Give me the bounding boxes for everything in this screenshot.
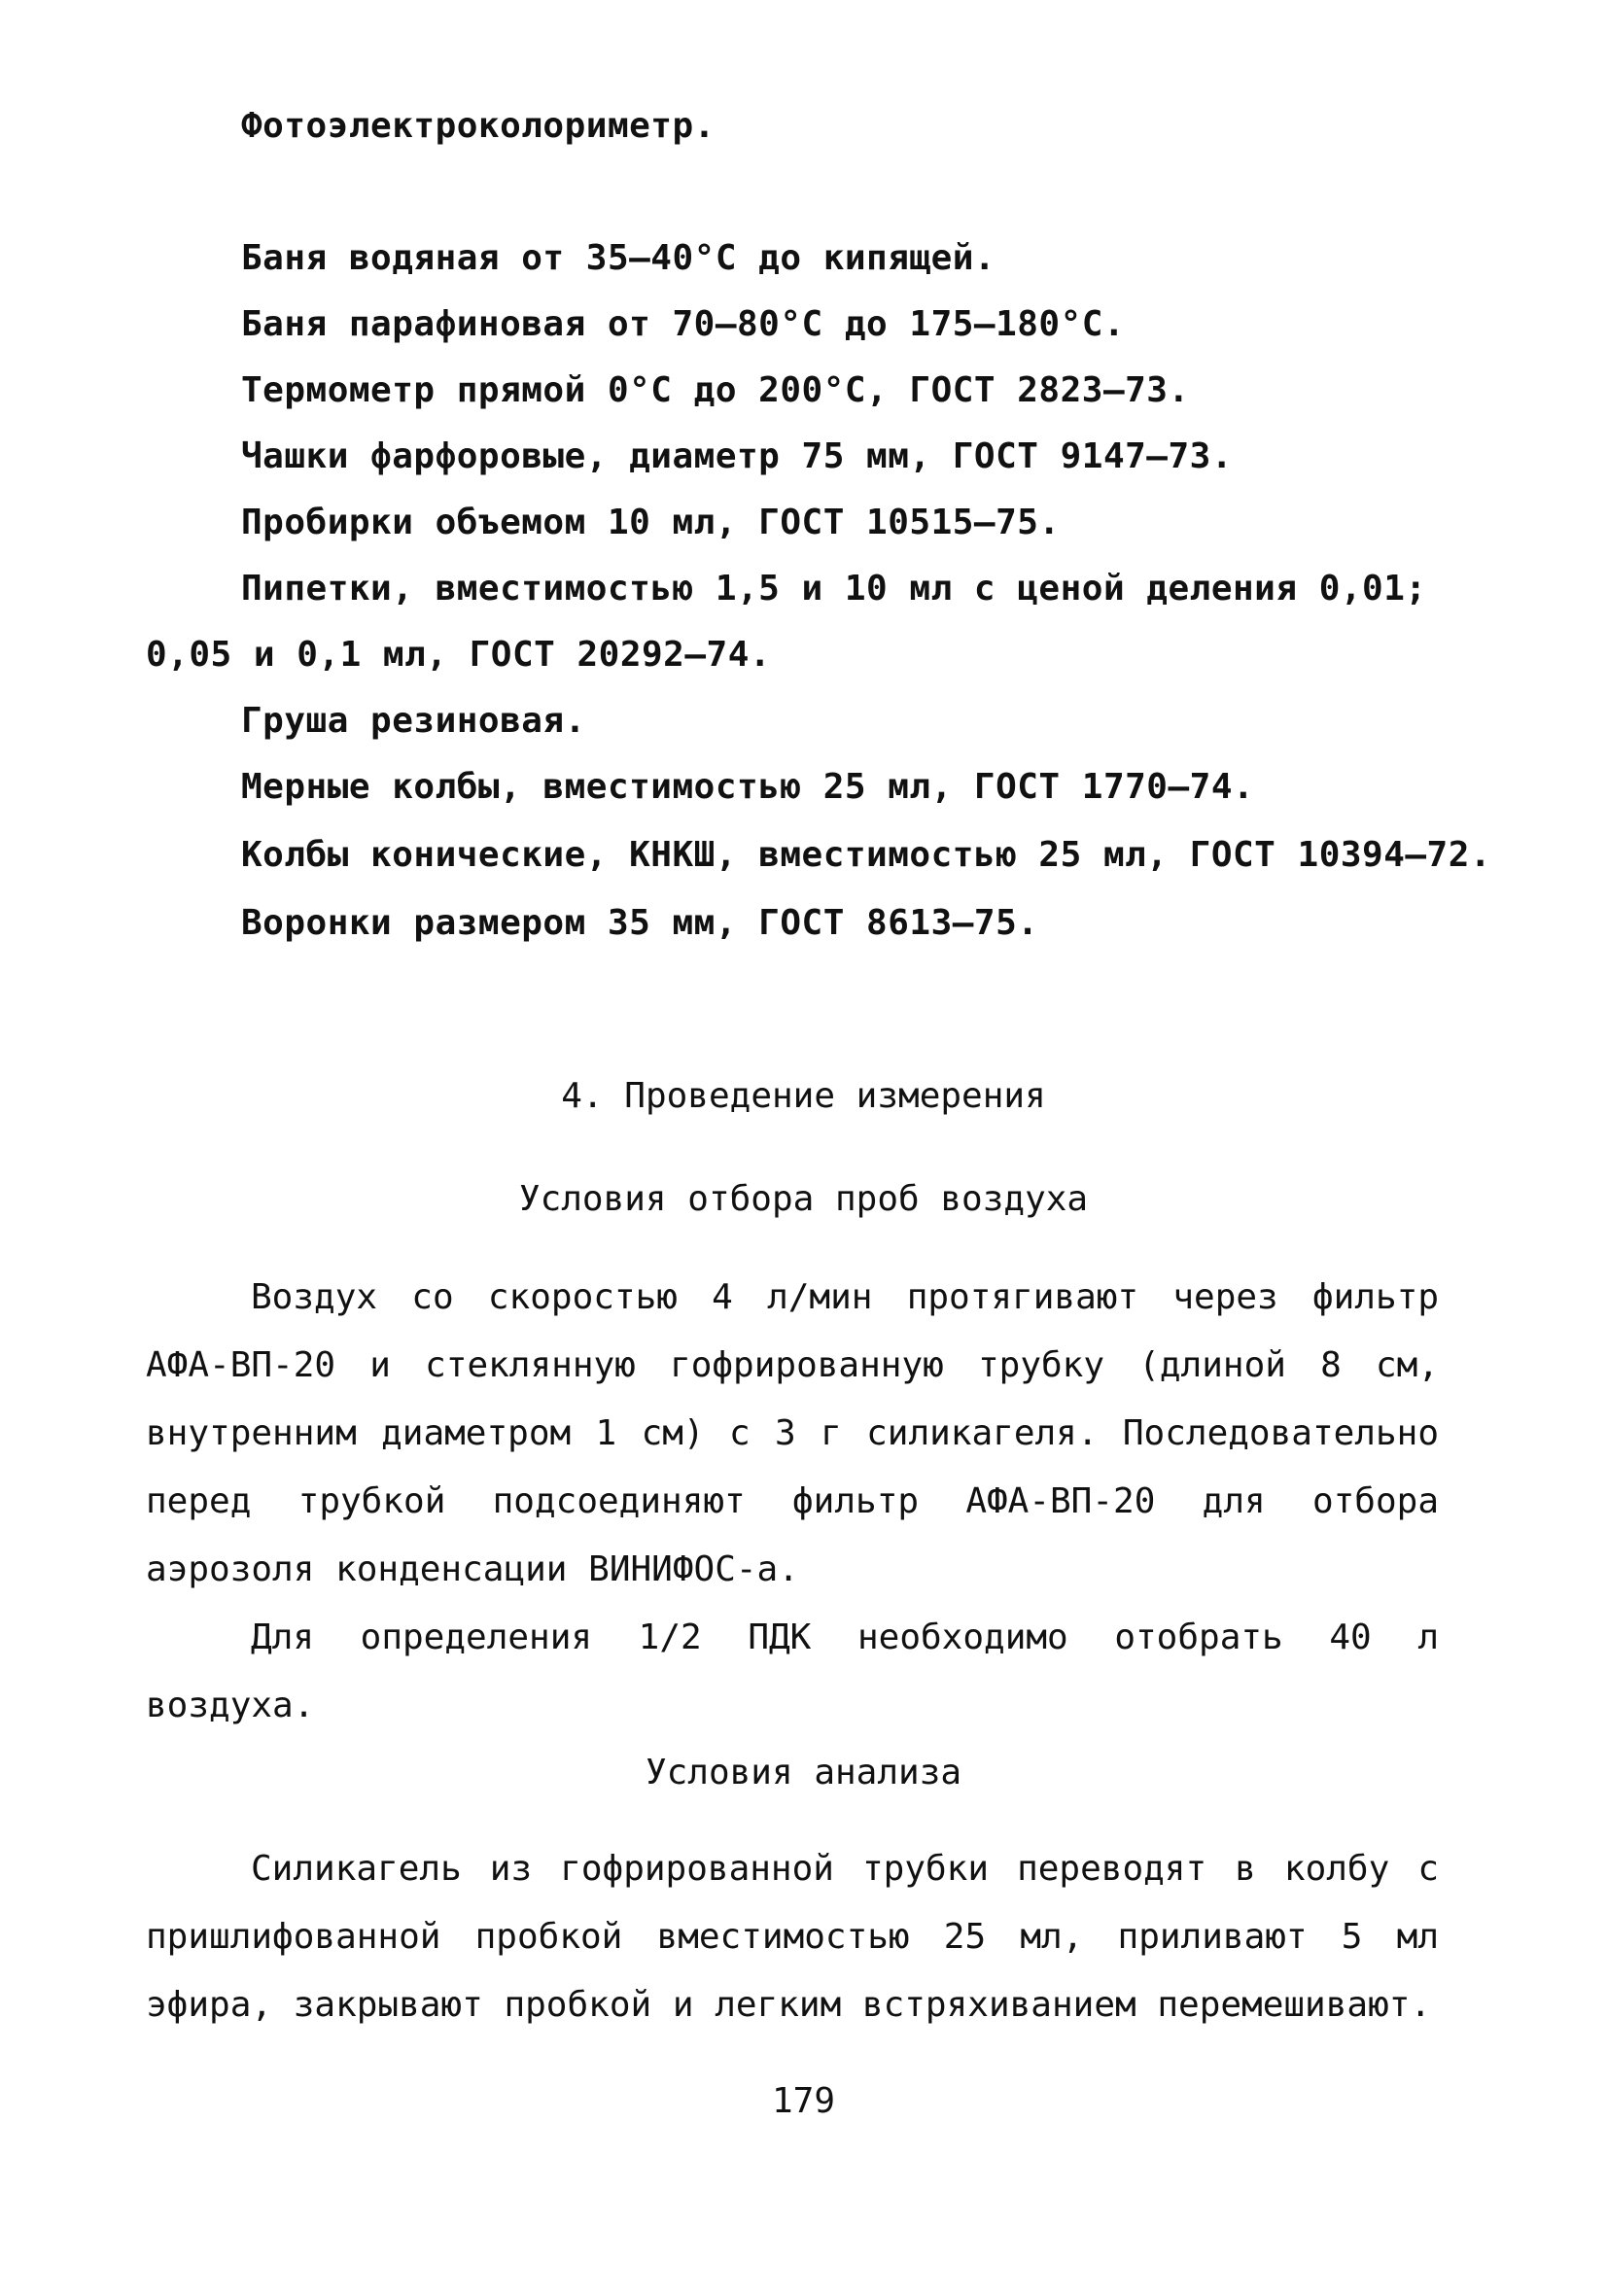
sampling-conditions-text bbox=[146, 1264, 1439, 1740]
equipment-item: Груша резиновая. bbox=[241, 701, 586, 741]
subsection-heading: Условия отбора проб воздуха bbox=[518, 1179, 1089, 1219]
paragraph: Воздух со скоростью 4 л/мин протягивают через фильтр АФА-ВП-20 и стеклянную гофрированную трубку (длиной 8 см, внутренним диаметром 1 см) с 3 г силикагеля. Последовательно перед трубкой подсоединяют фильтр АФА-ВП-20 для отбора аэрозоля конденсации ВИНИФОС-а. bbox=[146, 1277, 1439, 1589]
equipment-item: Мерные колбы, вместимостью 25 мл, ГОСТ 1770–74. bbox=[241, 767, 1255, 807]
equipment-item: Фотоэлектроколориметр. bbox=[241, 106, 716, 146]
paragraph: Для определения 1/2 ПДК необходимо отобрать 40 л воздуха. bbox=[146, 1618, 1439, 1725]
equipment-item: Баня водяная от 35–40°С до кипящей. bbox=[241, 238, 996, 278]
equipment-item-continuation: 0,05 и 0,1 мл, ГОСТ 20292–74. bbox=[146, 635, 772, 675]
equipment-item: Воронки размером 35 мм, ГОСТ 8613–75. bbox=[241, 903, 1039, 943]
equipment-item: Пипетки, вместимостью 1,5 и 10 мл с ценой деления 0,01; bbox=[241, 569, 1427, 609]
section-heading: 4. Проведение измерения bbox=[561, 1076, 1046, 1116]
analysis-conditions-text bbox=[146, 1835, 1439, 2039]
subsection-heading: Условия анализа bbox=[645, 1753, 962, 1792]
equipment-item: Чашки фарфоровые, диаметр 75 мм, ГОСТ 9147–73. bbox=[241, 436, 1233, 476]
equipment-item: Термометр прямой 0°С до 200°С, ГОСТ 2823–73. bbox=[241, 370, 1190, 410]
equipment-item: Баня парафиновая от 70–80°С до 175–180°С. bbox=[241, 304, 1126, 344]
equipment-item: Пробирки объемом 10 мл, ГОСТ 10515–75. bbox=[241, 503, 1061, 542]
page-number: 179 bbox=[771, 2081, 836, 2121]
equipment-item: Колбы конические, КНКШ, вместимостью 25 мл, ГОСТ 10394–72. bbox=[241, 835, 1492, 875]
paragraph: Силикагель из гофрированной трубки переводят в колбу с пришлифованной пробкой вместимостью 25 мл, приливают 5 мл эфира, закрывают пробкой и легким встряхиванием перемешивают. bbox=[146, 1849, 1439, 2025]
